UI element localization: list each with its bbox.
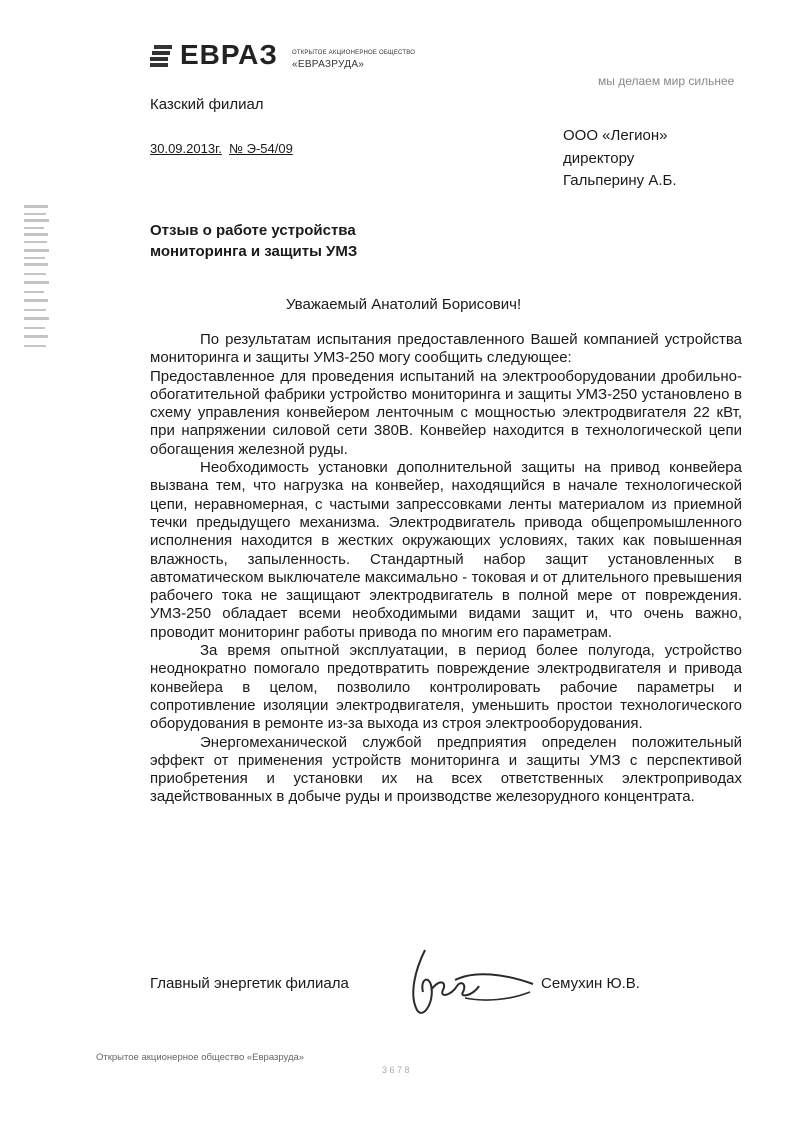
paragraph-1b: Предоставленное для проведения испытаний на электрооборудовании дробильно-обогатительной фабрики устройство мониторинга и защиты УМЗ-250 установлено в схему управления конвейером ленточным с мощностью электродвигателя 22 кВт, при напряжении силовой сети 380В. Конвейер находится в технологической цепи обогащения железной руды. xyxy=(150,367,742,458)
recipient-name: Гальперину А.Б. xyxy=(563,172,677,189)
handwritten-signature xyxy=(395,940,535,1030)
company-name: «ЕВРАЗРУДА» xyxy=(292,59,365,70)
company-type: ОТКРЫТОЕ АКЦИОНЕРНОЕ ОБЩЕСТВО xyxy=(292,50,416,56)
recipient-org: ООО «Легион» xyxy=(563,127,668,144)
slogan: мы делаем мир сильнее xyxy=(598,74,735,88)
subject-line-1: Отзыв о работе устройства xyxy=(150,222,356,239)
signatory-name: Семухин Ю.В. xyxy=(541,975,640,992)
paragraph-1a: По результатам испытания предоставленного Вашей компанией устройства мониторинга и защиты УМЗ-250 могу сообщить следующее: xyxy=(150,331,742,367)
stamp-number: 3 6 7 8 xyxy=(382,1065,410,1075)
recipient-block xyxy=(563,125,677,193)
paragraph-4: Энергомеханической службой предприятия определен положительный эффект от применения устройств мониторинга и защиты УМЗ с перспективой приобретения и установки их на всех ответственных электроприводах задействованных в добыче руды и производстве железорудного концентрата. xyxy=(150,733,742,806)
date-and-number xyxy=(150,141,293,156)
paragraph-2: Необходимость установки дополнительной защиты на привод конвейера вызвана тем, что нагрузка на конвейер, находящийся в начале технологической цепи, неравномерная, с частыми запрессовками ленты материалом из приемной течки предыдущего механизма. Электродвигатель привода общепромышленного исполнения находится в жестких окружающих условиях, таких как повышенная влажность, запыленность. Стандартный набор защит установленных в автоматическом выключателе максимально - токовая и от длительного превышения рабочего тока не защищают электродвигатель в полной мере от повреждения. УМЗ-250 обладает всеми необходимыми видами защит и, что очень важно, проводит мониторинг работы привода по многим его параметрам. xyxy=(150,459,742,641)
letter-subject xyxy=(150,220,357,262)
letter-body xyxy=(150,331,742,807)
signatory-position: Главный энергетик филиала xyxy=(150,975,349,992)
letter-number: № Э-54/09 xyxy=(229,141,293,156)
evraz-logo-icon xyxy=(150,45,174,67)
branch-name: Казский филиал xyxy=(150,96,264,113)
subject-line-2: мониторинга и защиты УМЗ xyxy=(150,243,358,260)
logo-wordmark: ЕВРАЗ xyxy=(180,39,278,70)
paragraph-3: За время опытной эксплуатации, в период более полугода, устройство неоднократно помогало предотвратить повреждение электродвигателя и привода конвейера в целом, позволило контролировать рабочие параметры и сопротивление изоляции электродвигателя, уменьшить простои технологического оборудования в ремонте из-за выхода из строя электрооборудования. xyxy=(150,642,742,733)
scan-barcode-mark xyxy=(24,205,50,355)
salutation: Уважаемый Анатолий Борисович! xyxy=(286,296,522,313)
letter-date: 30.09.2013г. xyxy=(150,141,222,156)
footer-company: Открытое акционерное общество «Евразруда» xyxy=(96,1052,305,1063)
recipient-position: директору xyxy=(563,149,635,167)
